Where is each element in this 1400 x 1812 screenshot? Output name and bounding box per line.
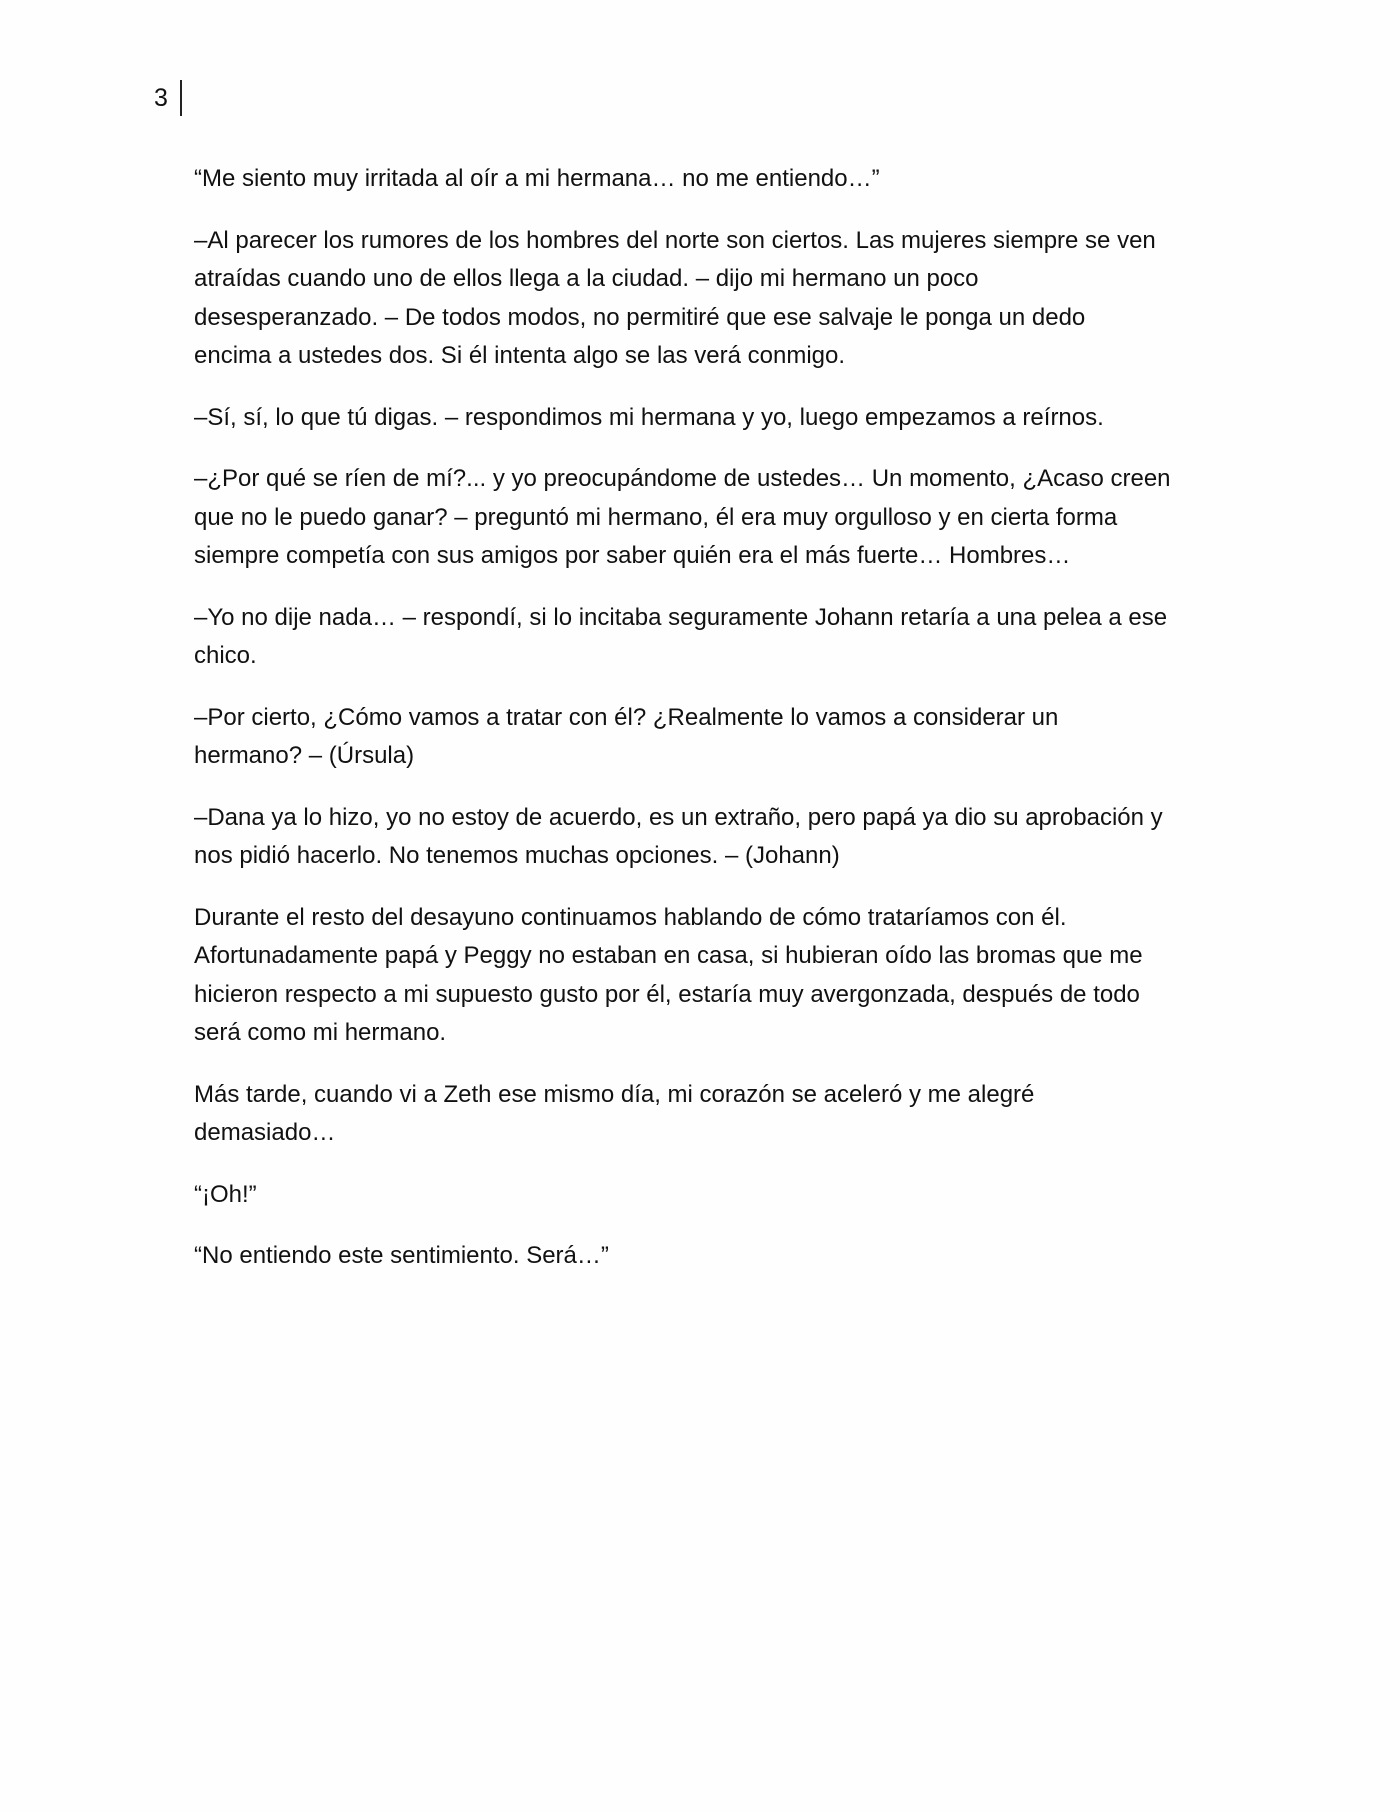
header-divider <box>180 80 182 116</box>
text-line: –Yo no dije nada… – respondí, si lo incitaba seguramente Johann retaría a una pelea a ese <box>194 603 1168 631</box>
paragraph <box>194 222 1204 376</box>
text-line: siempre competía con sus amigos por saber quién era el más fuerte… Hombres… <box>194 542 1071 569</box>
text-line: Afortunadamente papá y Peggy no estaban en casa, si hubieran oído las bromas que me <box>194 942 1143 969</box>
paragraph <box>194 160 1204 199</box>
text-line: –Sí, sí, lo que tú digas. – respondimos mi hermana y yo, luego empezamos a reírnos. <box>194 403 1104 431</box>
page-header <box>154 80 182 116</box>
document-body <box>194 160 1204 1299</box>
text-line: que no le puedo ganar? – preguntó mi hermano, él era muy orgulloso y en cierta forma <box>194 503 1118 531</box>
page-number: 3 <box>154 84 168 112</box>
paragraph <box>194 1237 1204 1276</box>
text-line: –Dana ya lo hizo, yo no estoy de acuerdo, es un extraño, pero papá ya dio su aprobación y <box>194 803 1163 831</box>
text-line: “Me siento muy irritada al oír a mi hermana… no me entiendo…” <box>194 165 880 192</box>
text-line: atraídas cuando uno de ellos llega a la ciudad. – dijo mi hermano un poco <box>194 265 979 292</box>
text-line: hicieron respecto a mi supuesto gusto por él, estaría muy avergonzada, después de todo <box>194 980 1140 1008</box>
paragraph <box>194 460 1204 576</box>
text-line: –Al parecer los rumores de los hombres del norte son ciertos. Las mujeres siempre se ven <box>194 226 1156 254</box>
paragraph <box>194 799 1204 876</box>
text-line: chico. <box>194 642 257 669</box>
text-line: Durante el resto del desayuno continuamos hablando de cómo trataríamos con él. <box>194 903 1067 931</box>
text-line: demasiado… <box>194 1119 336 1146</box>
text-line: encima a ustedes dos. Si él intenta algo se las verá conmigo. <box>194 342 846 369</box>
paragraph <box>194 599 1204 676</box>
text-line: –¿Por qué se ríen de mí?... y yo preocupándome de ustedes… Un momento, ¿Acaso creen <box>194 465 1171 492</box>
text-line: –Por cierto, ¿Cómo vamos a tratar con él? ¿Realmente lo vamos a considerar un <box>194 703 1059 731</box>
text-line: “¡Oh!” <box>194 1180 257 1208</box>
paragraph <box>194 1076 1204 1153</box>
text-line: desesperanzado. – De todos modos, no permitiré que ese salvaje le ponga un dedo <box>194 303 1086 331</box>
paragraph <box>194 899 1204 1053</box>
text-line: “No entiendo este sentimiento. Será…” <box>194 1242 609 1269</box>
text-line: será como mi hermano. <box>194 1019 447 1046</box>
text-line: nos pidió hacerlo. No tenemos muchas opciones. – (Johann) <box>194 842 840 869</box>
text-line: hermano? – (Úrsula) <box>194 742 415 769</box>
paragraph <box>194 399 1204 438</box>
paragraph <box>194 699 1204 776</box>
text-line: Más tarde, cuando vi a Zeth ese mismo día, mi corazón se aceleró y me alegré <box>194 1080 1035 1108</box>
paragraph <box>194 1176 1204 1215</box>
